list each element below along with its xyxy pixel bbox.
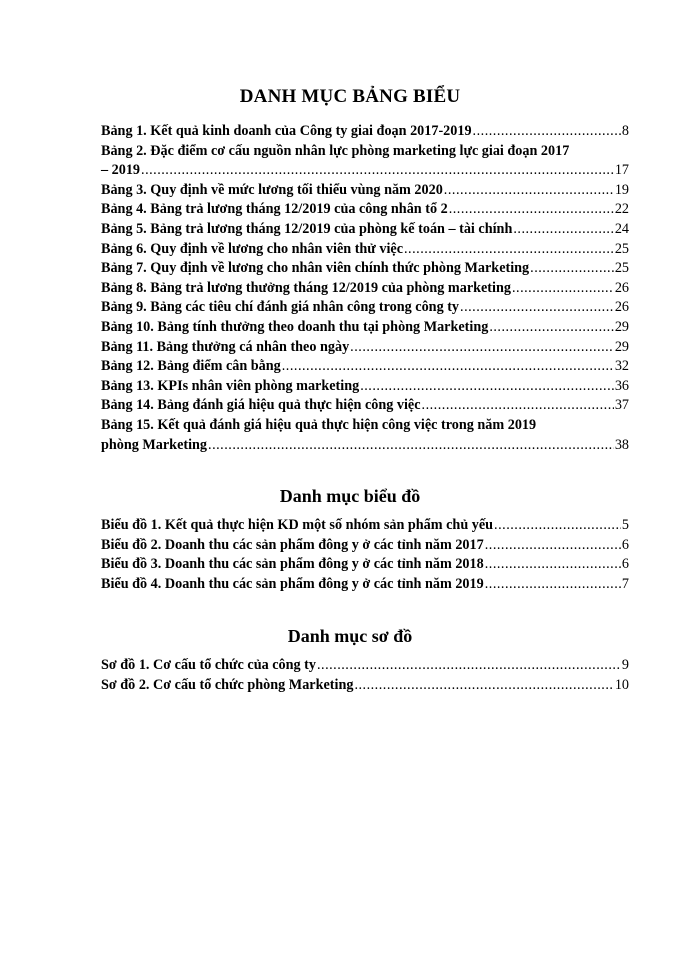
toc-entry[interactable] — [101, 516, 629, 536]
toc-entry[interactable] — [101, 416, 629, 455]
toc-entry[interactable] — [101, 357, 629, 377]
toc-entry-label: Bảng 2. Đặc điểm cơ cấu nguồn nhân lực phòng marketing lực giai đoạn 2017 — [101, 142, 570, 159]
toc-entry-label: Biểu đồ 1. Kết quả thực hiện KD một số nhóm sản phẩm chủ yếu — [101, 517, 494, 533]
toc-entry-page: 38 — [614, 436, 629, 453]
toc-entry-page: 22 — [614, 201, 629, 218]
toc-entry-label: Sơ đồ 1. Cơ cấu tổ chức của công ty — [101, 657, 316, 673]
toc-entry-label: Bảng 12. Bảng điểm cân bằng — [101, 358, 281, 375]
toc-entry[interactable] — [101, 396, 629, 416]
tables-list — [101, 122, 629, 455]
toc-entry[interactable] — [101, 122, 629, 142]
dot-leader — [350, 338, 614, 358]
toc-entry-page: 7 — [621, 575, 629, 592]
toc-entry[interactable] — [101, 279, 629, 299]
toc-entry-page: 9 — [621, 657, 629, 673]
toc-entry-page: 5 — [621, 517, 629, 533]
toc-entry-page: 32 — [614, 358, 629, 375]
dot-leader — [141, 161, 614, 181]
toc-entry-page: 29 — [614, 318, 629, 335]
toc-entry[interactable] — [101, 575, 629, 595]
toc-entry[interactable] — [101, 142, 629, 181]
toc-entry-label: Bảng 13. KPIs nhân viên phòng marketing — [101, 377, 360, 394]
toc-entry-label: Biểu đồ 3. Doanh thu các sản phẩm đông y ở các tỉnh năm 2018 — [101, 556, 484, 573]
dot-leader — [494, 516, 621, 536]
toc-entry[interactable] — [101, 298, 629, 318]
dot-leader — [208, 436, 614, 456]
toc-entry-label: Sơ đồ 2. Cơ cấu tổ chức phòng Marketing — [101, 676, 354, 693]
dot-leader — [513, 220, 613, 240]
dot-leader — [485, 536, 621, 556]
dot-leader — [360, 377, 614, 397]
toc-entry-label: Bảng 1. Kết quả kinh doanh của Công ty giai đoạn 2017-2019 — [101, 123, 472, 139]
dot-leader — [512, 279, 614, 299]
toc-entry-page: 24 — [614, 220, 629, 237]
dot-leader — [473, 122, 621, 142]
toc-entry-page: 19 — [614, 181, 629, 198]
toc-entry[interactable] — [101, 536, 629, 556]
toc-entry-label-continued: – 2019 — [101, 162, 141, 179]
toc-entry-page: 6 — [621, 556, 629, 573]
toc-entry[interactable] — [101, 656, 629, 676]
toc-entry-page: 17 — [614, 162, 629, 179]
dot-leader — [530, 259, 614, 279]
toc-entry-page: 29 — [614, 338, 629, 355]
toc-entry-label: Biểu đồ 4. Doanh thu các sản phẩm đông y ở các tỉnh năm 2019 — [101, 575, 484, 592]
toc-entry-label: Bảng 14. Bảng đánh giá hiệu quả thực hiện công việc — [101, 397, 421, 414]
toc-entry-label: Bảng 8. Bảng trả lương thưởng tháng 12/2019 của phòng marketing — [101, 279, 511, 296]
dot-leader — [460, 298, 614, 318]
dot-leader — [489, 318, 614, 338]
diagrams-list-title: Danh mục sơ đồ — [287, 626, 413, 646]
charts-list-title: Danh mục biểu đồ — [279, 486, 421, 506]
tables-list-title: DANH MỤC BẢNG BIỂU — [239, 86, 461, 107]
toc-entry-label: Bảng 6. Quy định về lương cho nhân viên thử việc — [101, 240, 403, 257]
toc-entry-label: Bảng 9. Bảng các tiêu chí đánh giá nhân công trong công ty — [101, 299, 460, 316]
toc-entry-label: Bảng 5. Bảng trả lương tháng 12/2019 của phòng kế toán – tài chính — [101, 220, 513, 237]
toc-entry[interactable] — [101, 181, 629, 201]
toc-entry-label: Bảng 11. Bảng thưởng cá nhân theo ngày — [101, 338, 350, 355]
dot-leader — [422, 396, 614, 416]
diagrams-list — [101, 656, 629, 695]
toc-entry-page: 25 — [614, 240, 629, 257]
charts-list — [101, 516, 629, 594]
toc-entry-label: Bảng 7. Quy định về lương cho nhân viên chính thức phòng Marketing — [101, 260, 530, 277]
toc-entry-label: Bảng 15. Kết quả đánh giá hiệu quả thực hiện công việc trong năm 2019 — [101, 416, 537, 433]
dot-leader — [485, 555, 621, 575]
toc-entry-page: 25 — [614, 260, 629, 277]
toc-entry[interactable] — [101, 338, 629, 358]
toc-entry[interactable] — [101, 259, 629, 279]
dot-leader — [485, 575, 621, 595]
toc-entry[interactable] — [101, 676, 629, 696]
dot-leader — [449, 200, 614, 220]
dot-leader — [404, 240, 614, 260]
toc-entry-label: Bảng 3. Quy định về mức lương tối thiểu vùng năm 2020 — [101, 181, 443, 198]
toc-entry[interactable] — [101, 200, 629, 220]
toc-entry[interactable] — [101, 555, 629, 575]
toc-entry-page: 26 — [614, 299, 629, 316]
toc-entry-page: 26 — [614, 279, 629, 296]
toc-entry-page: 8 — [621, 123, 629, 139]
dot-leader — [317, 656, 621, 676]
toc-entry-label: Bảng 10. Bảng tính thưởng theo doanh thu tại phòng Marketing — [101, 318, 489, 335]
toc-entry-page: 36 — [614, 377, 629, 394]
toc-entry[interactable] — [101, 318, 629, 338]
dot-leader — [354, 676, 613, 696]
toc-entry-page: 37 — [614, 397, 629, 414]
toc-entry-page: 6 — [621, 536, 629, 553]
toc-entry-page: 10 — [614, 676, 629, 693]
toc-entry-label-continued: phòng Marketing — [101, 436, 208, 453]
toc-entry-label: Biểu đồ 2. Doanh thu các sản phẩm đông y ở các tỉnh năm 2017 — [101, 536, 484, 553]
toc-entry[interactable] — [101, 240, 629, 260]
toc-entry[interactable] — [101, 377, 629, 397]
toc-entry-label: Bảng 4. Bảng trả lương tháng 12/2019 của công nhân tổ 2 — [101, 201, 448, 218]
dot-leader — [444, 181, 614, 201]
toc-entry[interactable] — [101, 220, 629, 240]
dot-leader — [282, 357, 614, 377]
